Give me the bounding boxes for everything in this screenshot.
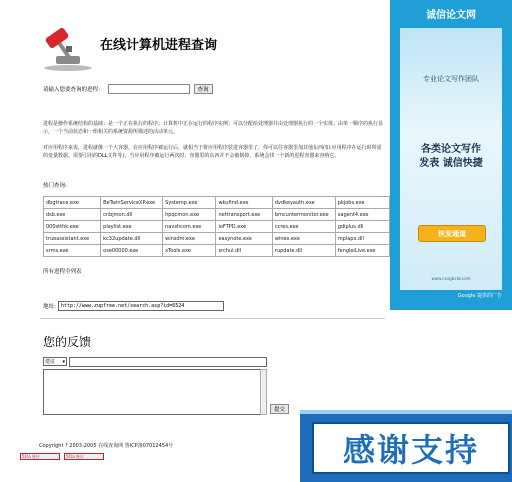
search-label: 请输入您要查询的进程： (43, 87, 104, 93)
process-link[interactable]: dvdkeyauth.exe (272, 197, 335, 209)
thanks-banner (300, 410, 512, 482)
process-link[interactable]: dsb.exe (44, 209, 101, 221)
feedback-title: 您的反馈 (43, 335, 92, 349)
process-link[interactable]: bmcuntermonitor.exe (272, 209, 335, 221)
process-link[interactable]: 000stthk.exe (44, 221, 101, 233)
ad-title: 诚信论文网 (426, 10, 476, 21)
process-link[interactable]: mplapx.dll (335, 233, 389, 245)
stat-badges (20, 453, 104, 460)
process-link[interactable]: kc32update.dll (101, 233, 163, 245)
feedback-category-value: 建议 (45, 359, 56, 365)
feedback-header-row (43, 357, 267, 367)
process-link[interactable]: wkufind.exe (216, 197, 272, 209)
page-title: 在线计算机进程查询 (100, 38, 218, 53)
ad-headline-1: 各类论文写作 (421, 144, 481, 155)
process-link[interactable]: ccres.exe (272, 221, 335, 233)
stat-badge-2[interactable]: 51la 统计 (64, 453, 104, 460)
feedback-scrollbar[interactable] (260, 369, 267, 415)
all-process-list-link[interactable]: 所有进程全列表 (43, 269, 82, 275)
address-field[interactable] (58, 301, 224, 311)
process-link[interactable]: ose00000.exe (101, 245, 163, 257)
table-row (44, 221, 390, 233)
process-link[interactable]: Systemp.exe (163, 197, 216, 209)
process-link[interactable]: gdiplus.dll (335, 221, 389, 233)
gavel-logo-icon (40, 28, 96, 72)
chevron-down-icon: ▾ (62, 358, 65, 365)
process-search-input[interactable] (108, 84, 190, 94)
feedback-textarea[interactable] (43, 369, 261, 415)
process-link[interactable]: ioFTPD.exe (216, 221, 272, 233)
process-link[interactable]: xTools.exe (163, 245, 216, 257)
ad-headline-2: 发表 诚信快捷 (419, 158, 483, 169)
address-label: 地址: (43, 304, 56, 310)
process-link[interactable]: srms.exe (44, 245, 101, 257)
hot-process-table (43, 196, 390, 257)
feedback-submit-button[interactable]: 提交 (270, 404, 289, 414)
ad-team-text: 专业论文写作团队 (423, 75, 479, 83)
hot-queries-label: 热门查询: (43, 183, 67, 189)
process-link[interactable]: nettransport.exe (216, 209, 272, 221)
stat-badge-1[interactable]: 51la 统计 (20, 453, 60, 460)
process-link[interactable]: trueassistant.exe (44, 233, 101, 245)
search-button[interactable]: 查询 (194, 84, 213, 94)
address-row (43, 301, 224, 311)
process-link[interactable]: playlist.exe (101, 221, 163, 233)
process-link[interactable]: hpqcmon.exe (163, 209, 216, 221)
copyright-text: Copyright ? 2003-2005 在线查询网 鲁ICP备07012454号 (39, 443, 174, 449)
process-link[interactable]: winsdm.exe (163, 233, 216, 245)
ad-banner[interactable] (390, 0, 512, 310)
table-row (44, 197, 390, 209)
thanks-text: 感谢支持 (312, 422, 510, 474)
google-ads-label[interactable]: Google 提供的广告 (457, 293, 502, 299)
divider (40, 318, 385, 319)
process-link[interactable]: rupdate.dll (272, 245, 335, 257)
process-link[interactable]: pkjobs.exe (335, 197, 389, 209)
process-link[interactable]: fengleiLive.exe (335, 245, 389, 257)
ad-fast-button[interactable]: 快发通道 (418, 225, 486, 242)
ad-panel (400, 28, 502, 290)
process-link[interactable]: dbgtrace.exe (44, 197, 101, 209)
process-link[interactable]: BeTwinServiceXP.exe (101, 197, 163, 209)
table-row (44, 245, 390, 257)
ad-url: www.cxxgbxlw.com (431, 276, 471, 281)
process-link[interactable]: navshcom.exe (163, 221, 216, 233)
feedback-subject-input[interactable] (69, 357, 267, 367)
process-link[interactable]: sagent4.exe (335, 209, 389, 221)
table-row (44, 209, 390, 221)
feedback-category-select[interactable] (43, 357, 67, 366)
process-search-form (43, 84, 213, 94)
process-link[interactable]: winex.exe (272, 233, 335, 245)
intro-paragraph-2: 对应用程序来说，进程就像一个大容器。在应用程序被运行后，就相当于将应用程序装进容器里了，你可以往容器里加其他东西(如:应用程序在运行时所需的变量数据、需要引用的DLL文件等)，当应用程序被运行两次时，容器里的东西并不会被倒掉，系统会找一个新的进程容器来容纳它。 (43, 145, 382, 159)
intro-paragraph-1: 进程是操作系统结构的基础；是一个正在执行的程序；计算机中正在运行的程序实例；可以分配给处理器并由处理器执行的一个实体；由单一顺序的执行显示，一个当前状态和一组相关的系统资源所描述的活动单元。 (43, 121, 384, 135)
process-link[interactable]: srchui.dll (216, 245, 272, 257)
table-row (44, 233, 390, 245)
process-link[interactable]: cnbjmon.dll (101, 209, 163, 221)
process-link[interactable]: easynote.exe (216, 233, 272, 245)
